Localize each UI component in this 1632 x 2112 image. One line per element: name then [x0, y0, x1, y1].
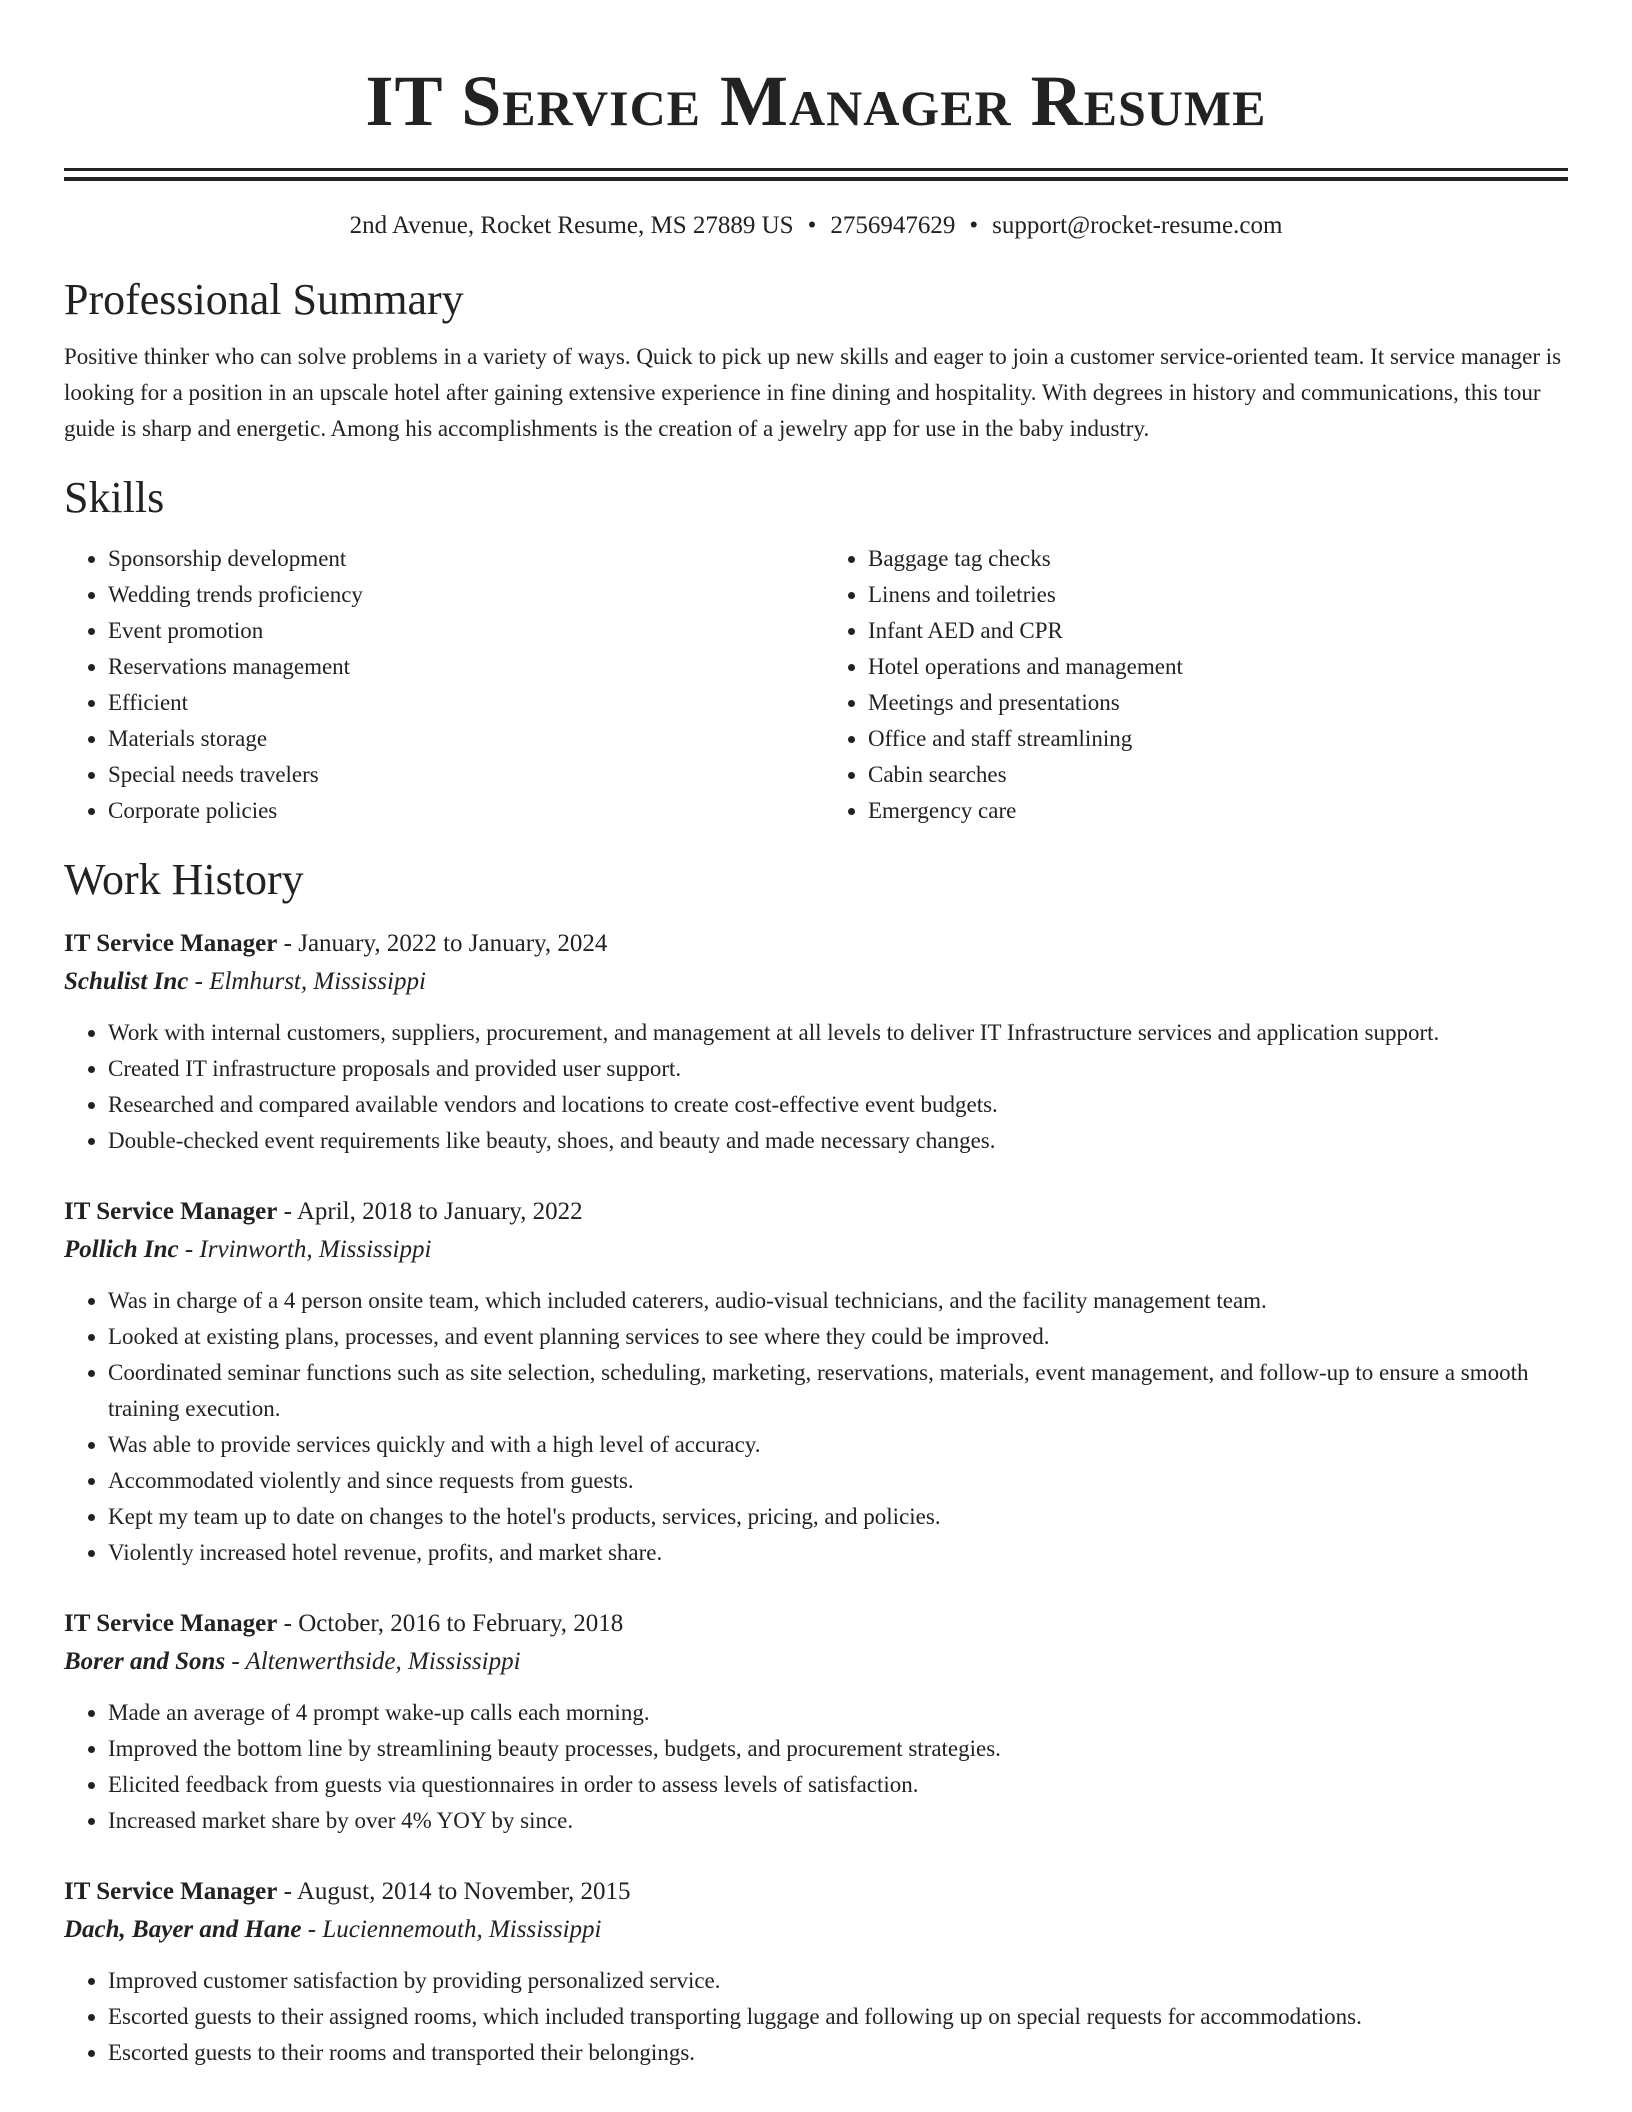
job-bullets: [64, 1015, 1568, 1159]
skill-item: • Corporate policies: [108, 793, 808, 829]
job-separator: -: [277, 1198, 297, 1225]
job-dates: April, 2018 to January, 2022: [296, 1198, 583, 1225]
job-separator: -: [277, 1610, 299, 1637]
skill-item: • Sponsorship development: [108, 541, 808, 577]
company-location: Irvinworth, Mississippi: [199, 1236, 432, 1263]
job-bullet: • Looked at existing plans, processes, and event planning services to see where they could be improved.: [108, 1319, 1568, 1355]
job-bullet: • Accommodated violently and since requests from guests.: [108, 1463, 1568, 1499]
job-bullet: • Was able to provide services quickly and with a high level of accuracy.: [108, 1427, 1568, 1463]
company-name: Schulist Inc: [64, 968, 189, 995]
job-bullet: • Violently increased hotel revenue, profits, and market share.: [108, 1535, 1568, 1571]
skill-item: • Infant AED and CPR: [868, 613, 1568, 649]
job-title-line: [64, 925, 1568, 963]
contact-address: 2nd Avenue, Rocket Resume, MS 27889 US: [349, 212, 794, 239]
skill-item: • Meetings and presentations: [868, 685, 1568, 721]
job-separator: -: [277, 930, 299, 957]
company-separator: -: [178, 1236, 200, 1263]
skill-item: • Cabin searches: [868, 757, 1568, 793]
job-bullet: • Increased market share by over 4% YOY by since.: [108, 1803, 1568, 1839]
job-bullets: [64, 1963, 1568, 2071]
company-name: Dach, Bayer and Hane: [64, 1916, 302, 1943]
skill-item: • Wedding trends proficiency: [108, 577, 808, 613]
company-location: Elmhurst, Mississippi: [209, 968, 426, 995]
job-bullet: • Improved customer satisfaction by providing personalized service.: [108, 1963, 1568, 1999]
skills-heading: Skills: [64, 473, 165, 522]
job-entry: [64, 1873, 1568, 2071]
skill-item: • Office and staff streamlining: [868, 721, 1568, 757]
skill-item: • Linens and toiletries: [868, 577, 1568, 613]
job-bullet: • Made an average of 4 prompt wake-up calls each morning.: [108, 1695, 1568, 1731]
skills-column-right: [808, 541, 1568, 829]
job-title-line: [64, 1873, 1568, 1911]
job-separator: -: [277, 1878, 297, 1905]
company-name: Pollich Inc: [64, 1236, 179, 1263]
job-bullet: • Escorted guests to their assigned rooms, which included transporting luggage and following up on special requests for accommodations.: [108, 1999, 1568, 2035]
skill-item: • Special needs travelers: [108, 757, 808, 793]
job-dates: January, 2022 to January, 2024: [298, 930, 608, 957]
job-entry: [64, 925, 1568, 1159]
job-dates: October, 2016 to February, 2018: [298, 1610, 624, 1637]
job-title-line: [64, 1193, 1568, 1231]
title-rule-top: [64, 168, 1568, 171]
skill-item: • Event promotion: [108, 613, 808, 649]
job-bullets: [64, 1283, 1568, 1571]
job-bullet: • Improved the bottom line by streamlining beauty processes, budgets, and procurement strategies.: [108, 1731, 1568, 1767]
job-dates: August, 2014 to November, 2015: [296, 1878, 631, 1905]
skill-item: • Hotel operations and management: [868, 649, 1568, 685]
job-title: IT Service Manager: [64, 1878, 278, 1905]
contact-separator: •: [807, 212, 817, 239]
job-bullet: • Coordinated seminar functions such as site selection, scheduling, marketing, reservations, materials, event management, and follow-up to ensure a smooth training execution.: [108, 1355, 1568, 1427]
job-bullet: • Created IT infrastructure proposals and provided user support.: [108, 1051, 1568, 1087]
skill-item: • Materials storage: [108, 721, 808, 757]
company-line: [64, 1911, 1568, 1949]
company-separator: -: [225, 1648, 246, 1675]
job-bullet: • Kept my team up to date on changes to the hotel's products, services, pricing, and policies.: [108, 1499, 1568, 1535]
company-location: Luciennemouth, Mississippi: [322, 1916, 602, 1943]
company-separator: -: [188, 968, 210, 995]
title-rule-bottom: [64, 177, 1568, 181]
job-bullet: • Escorted guests to their rooms and transported their belongings.: [108, 2035, 1568, 2071]
company-line: [64, 1231, 1568, 1269]
skill-item: • Baggage tag checks: [868, 541, 1568, 577]
company-location: Altenwerthside, Mississippi: [245, 1648, 521, 1675]
job-bullet: • Work with internal customers, suppliers, procurement, and management at all levels to deliver IT Infrastructure services and application support.: [108, 1015, 1568, 1051]
skills-column-left: [64, 541, 808, 829]
contact-separator: •: [969, 212, 979, 239]
summary-text: Positive thinker who can solve problems in a variety of ways. Quick to pick up new skills and eager to join a customer service-oriented team. It service manager is looking for a position in an upscale hotel after gaining extensive experience in fine dining and hospitality. With degrees in history and communications, this tour guide is sharp and energetic. Among his accomplishments is the creation of a jewelry app for use in the baby industry.: [64, 344, 1562, 441]
job-title: IT Service Manager: [64, 1198, 278, 1225]
job-title: IT Service Manager: [64, 930, 278, 957]
work-history-heading: Work History: [64, 855, 304, 904]
contact-phone: 2756947629: [830, 212, 956, 239]
skill-item: • Emergency care: [868, 793, 1568, 829]
skill-item: • Reservations management: [108, 649, 808, 685]
company-separator: -: [301, 1916, 323, 1943]
job-title-line: [64, 1605, 1568, 1643]
job-bullet: • Researched and compared available vendors and locations to create cost-effective event budgets.: [108, 1087, 1568, 1123]
job-title: IT Service Manager: [64, 1610, 278, 1637]
job-bullets: [64, 1695, 1568, 1839]
contact-email: support@rocket-resume.com: [992, 212, 1283, 239]
skills-list: [64, 541, 1568, 829]
company-line: [64, 963, 1568, 1001]
summary-heading: Professional Summary: [64, 275, 464, 324]
skill-item: • Efficient: [108, 685, 808, 721]
job-entry: [64, 1605, 1568, 1839]
company-line: [64, 1643, 1568, 1681]
job-entry: [64, 1193, 1568, 1571]
company-name: Borer and Sons: [64, 1648, 226, 1675]
job-bullet: • Was in charge of a 4 person onsite team, which included caterers, audio-visual technicians, and the facility management team.: [108, 1283, 1568, 1319]
page-title: IT Service Manager Resume: [365, 61, 1267, 141]
job-bullet: • Elicited feedback from guests via questionnaires in order to assess levels of satisfaction.: [108, 1767, 1568, 1803]
job-bullet: • Double-checked event requirements like beauty, shoes, and beauty and made necessary changes.: [108, 1123, 1568, 1159]
contact-line: [64, 209, 1568, 243]
